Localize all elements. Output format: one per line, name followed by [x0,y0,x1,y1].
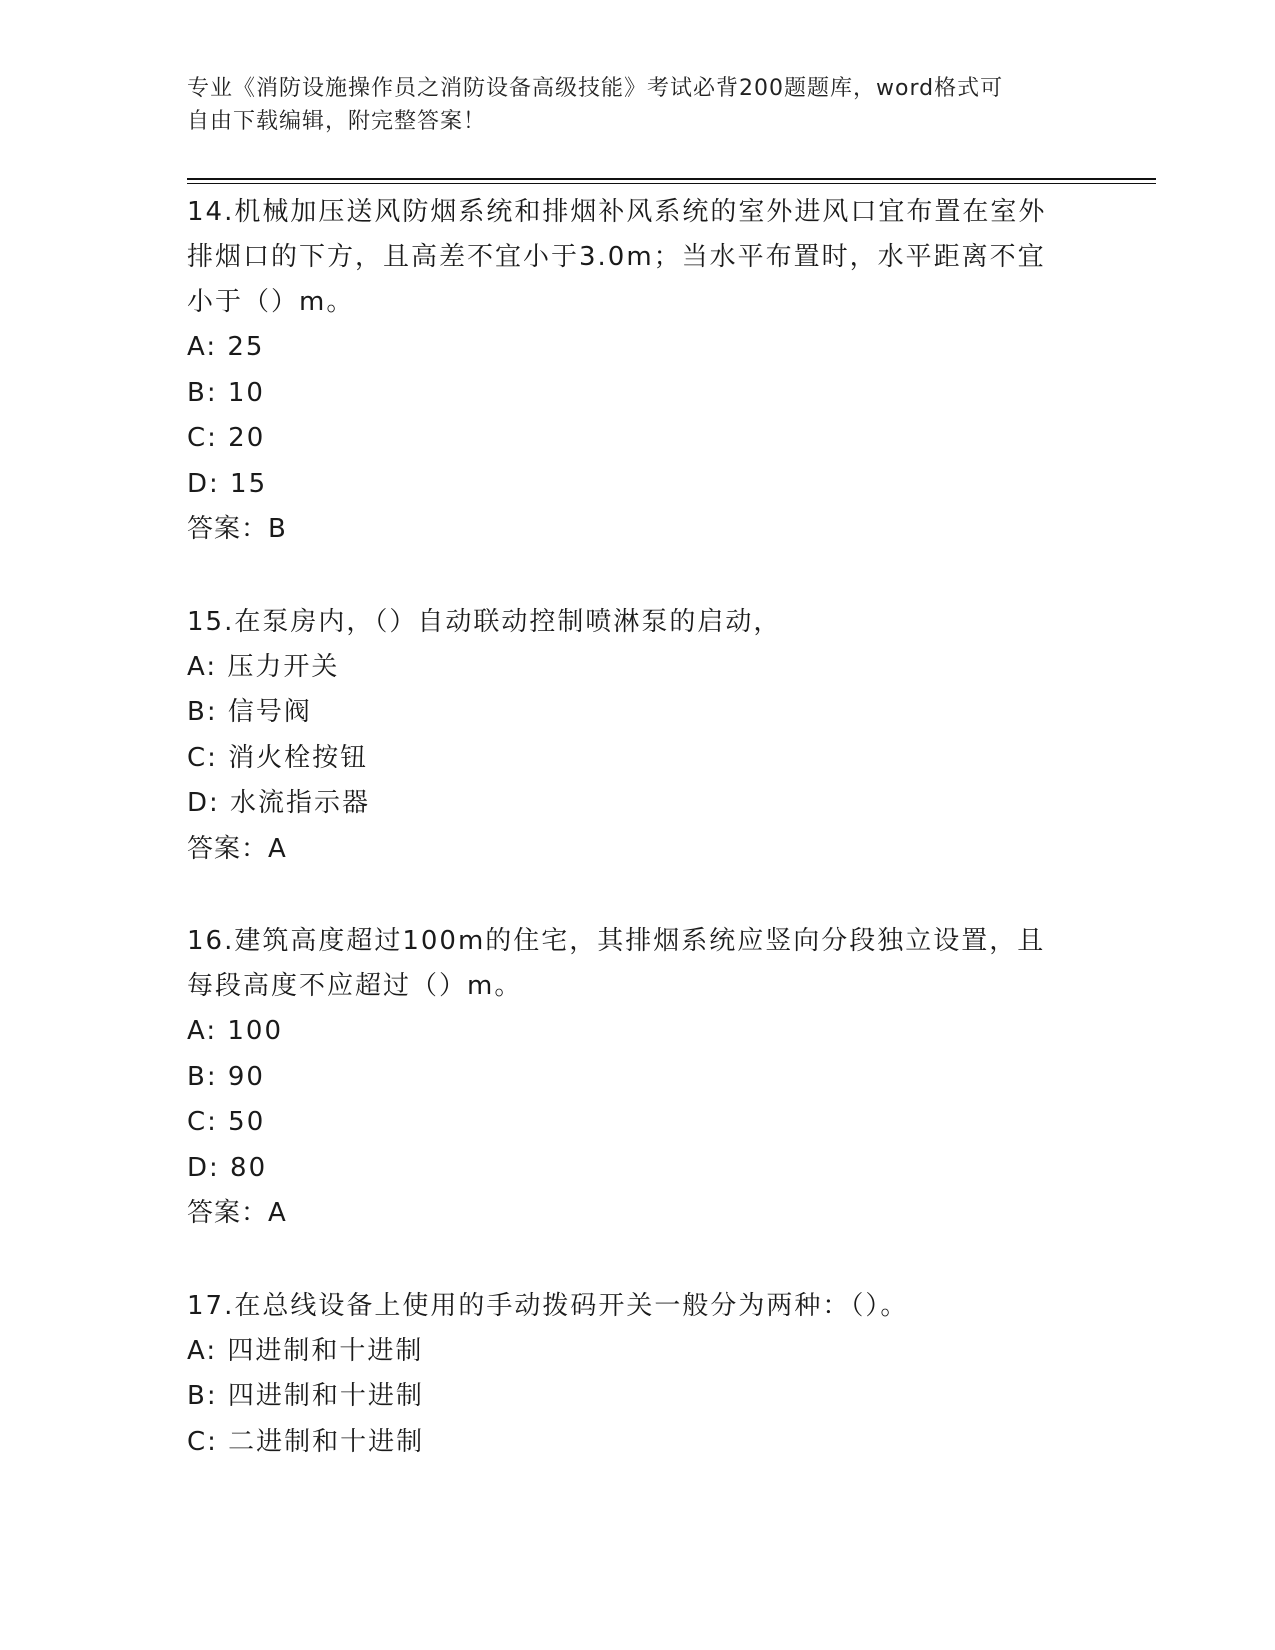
option-d: D: 80 [187,1152,268,1183]
question-17 [187,1284,1087,1466]
header-line-2: 自由下载编辑，附完整答案！ [187,109,487,134]
option-a: A: 四进制和十进制 [187,1335,424,1366]
option-b: B: 信号阀 [187,697,312,727]
spacer [187,553,1087,600]
option-c: C: 20 [187,423,266,453]
spacer [187,1237,1087,1284]
question-text-line: 排烟口的下方，且高差不宜小于3.0m；当水平布置时，水平距离不宜 [187,242,1046,272]
document-header [187,72,1087,138]
question-text-line: 17.在总线设备上使用的手动拨码开关一般分为两种：（）。 [187,1290,909,1321]
answer: 答案：A [187,833,287,864]
option-a: A: 25 [187,332,265,362]
question-text-line: 每段高度不应超过（）m。 [187,971,523,1001]
answer: 答案：B [187,514,287,544]
option-d: D: 15 [187,468,268,499]
spacer [187,872,1087,919]
question-15 [187,600,1087,873]
option-d: D: 水流指示器 [187,788,371,818]
option-a: A: 压力开关 [187,651,340,682]
option-b: B: 90 [187,1061,265,1092]
option-c: C: 50 [187,1107,266,1137]
question-list [187,190,1087,1465]
header-divider-thick [187,178,1156,180]
question-text-line: 15.在泵房内，（）自动联动控制喷淋泵的启动， [187,606,782,637]
question-text-line: 16.建筑高度超过100m的住宅，其排烟系统应竖向分段独立设置，且 [187,926,1046,956]
option-b: B: 10 [187,377,265,408]
question-text-line: 14.机械加压送风防烟系统和排烟补风系统的室外进风口宜布置在室外 [187,197,1047,227]
option-a: A: 100 [187,1016,283,1046]
question-text-line: 小于（）m。 [187,287,355,317]
header-divider-thin [187,183,1156,184]
option-c: C: 消火栓按钮 [187,742,369,773]
header-line-1: 专业《消防设施操作员之消防设备高级技能》考试必背200题题库，word格式可 [187,76,1004,101]
option-b: B: 四进制和十进制 [187,1381,424,1411]
answer: 答案：A [187,1198,287,1228]
question-14 [187,190,1087,553]
option-c: C: 二进制和十进制 [187,1426,425,1457]
question-16 [187,919,1087,1237]
